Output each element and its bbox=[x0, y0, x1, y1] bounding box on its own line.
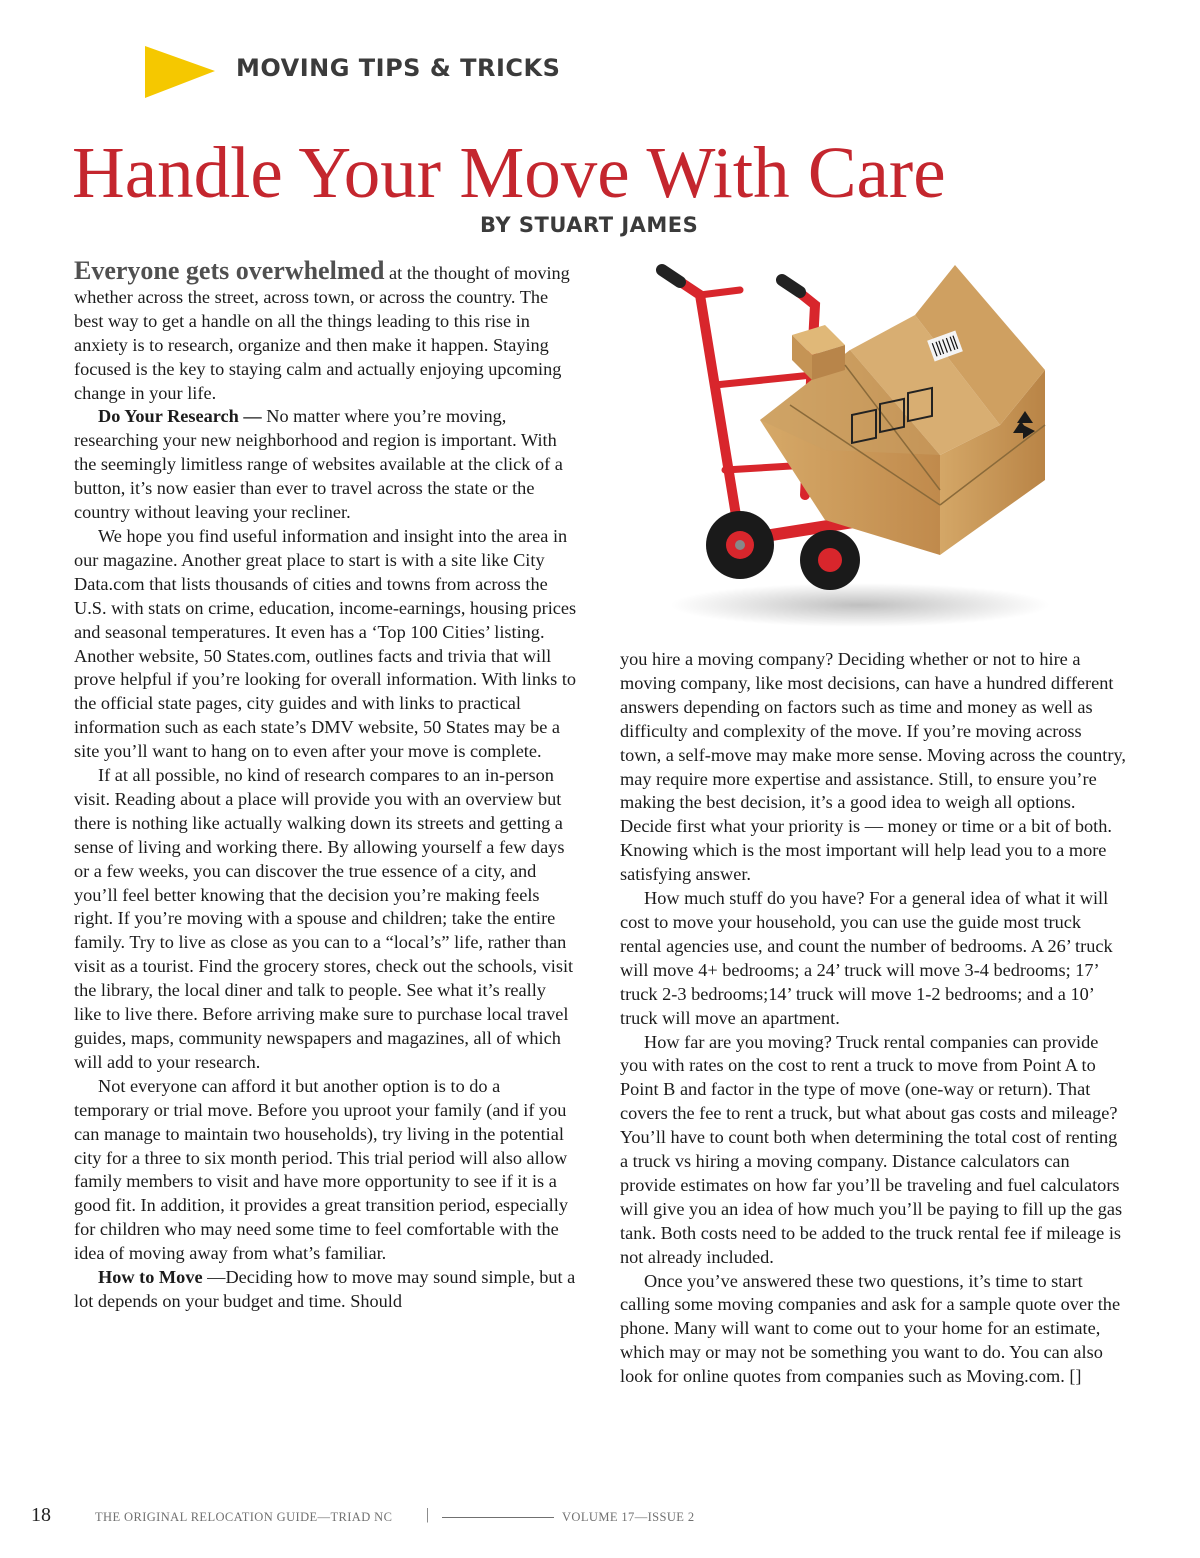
paragraph-trial-move: Not everyone can afford it but another option is to do a temporary or trial move. Before you uproot your family (and if you can manage to maintain two households), try living in the potential city for a three to six month period. This trial period will also allow family members to visit and have more opportunity to see if it is a good fit. In addition, it provides a great transition period, especially for children who may need some time to feel comfortable with the idea of moving away from what’s familiar. bbox=[74, 1075, 568, 1264]
paragraph-quotes: Once you’ve answered these two questions, it’s time to start calling some moving companies and ask for a sample quote over the phone. Many will want to come out to your home for an estimate, which may or may not be something you want to do. You can also look for online quotes from companies such as Moving.com. [] bbox=[620, 1270, 1121, 1387]
footer-rule bbox=[442, 1517, 554, 1518]
article-title: Handle Your Move With Care bbox=[72, 132, 946, 213]
triangle-marker-icon bbox=[145, 44, 217, 100]
issue-info: VOLUME 17—ISSUE 2 bbox=[562, 1510, 695, 1524]
subhead-how-to-move: How to Move bbox=[98, 1267, 203, 1288]
paragraph-stuff: How much stuff do you have? For a general idea of what it will cost to move your household, you can use the guide most truck rental agencies use, and count the number of bedrooms. A 26’ truck will move 4+ bedrooms; a 24’ truck will move 3-4 bedrooms; 17’ truck 2-3 bedrooms;14’ truck will move 1-2 bedrooms; and a 10’ truck will move an apartment. bbox=[620, 888, 1113, 1028]
paragraph-moving-company: you hire a moving company? Deciding whether or not to hire a moving company, like most decisions, can have a hundred different answers depending on factors such as time and money as well as difficulty and complexity of the move. If you’re moving across town, a self-move may make more sense. Moving across the country, may require more expertise and assistance. Still, to ensure you’re making the best decision, it’s a good idea to weigh all options. Decide first what your priority is — money or time or a bit of both. Knowing which is the most important will help lead you to a more satisfying answer. bbox=[620, 649, 1126, 885]
how-to-move-text: —Deciding how to move may sound simple, but a lot depends on your budget and time. Should bbox=[74, 1267, 576, 1311]
page-number: 18 bbox=[31, 1504, 51, 1526]
left-column bbox=[74, 258, 577, 1314]
moving-cart-illustration bbox=[640, 255, 1110, 635]
subhead-research: Do Your Research — bbox=[98, 406, 262, 427]
paragraph-websites: We hope you find useful information and insight into the area in our magazine. Another great place to start is with a site like City Data.com that lists thousands of cities and towns from across the U.S. with stats on crime, education, income-earnings, housing prices and seasonal temperatures. It even has a ‘Top 100 Cities’ listing. Another website, 50 States.com, outlines facts and trivia that will prove helpful if you’re looking for overall information. With links to the official state pages, city guides and with links to practical information such as each state’s DMV website, 50 States may be a site you’ll want to hang on to even after your move is complete. bbox=[74, 525, 577, 762]
paragraph-how-to-move bbox=[74, 1266, 577, 1314]
paragraph-intro bbox=[74, 258, 577, 405]
paragraph-distance: How far are you moving? Truck rental companies can provide you with rates on the cost to rent a truck to move from Point A to Point B and factor in the type of move (one-way or return). That covers the fee to rent a truck, but what about gas costs and mileage? You’ll have to count both when determining the total cost of renting a truck vs hiring a moving company. Distance calculators can provide estimates on how far you’ll be traveling and fuel calculators will give you an idea of how much you’ll be paying to fill up the gas tank. Both costs need to be added to the truck rental fee if mileage is not already included. bbox=[620, 1031, 1123, 1267]
lead-in: Everyone gets overwhelmed bbox=[74, 256, 385, 285]
section-label: MOVING TIPS & TRICKS bbox=[236, 54, 561, 82]
right-column bbox=[620, 648, 1126, 1389]
paragraph-research bbox=[74, 405, 577, 525]
page-footer bbox=[0, 1506, 1200, 1536]
paragraph-visit: If at all possible, no kind of research compares to an in-person visit. Reading about a place will provide you with an overview but there is nothing like actually walking down its streets and getting a sense of living and working there. By allowing yourself a few days or a few weeks, you can discover the true essence of a city, and you’ll feel better knowing that the decision you’re making feels right. If you’re moving with a spouse and children; take the entire family. Try to live as close as you can to a “local’s” life, rather than visit as a tourist. Find the grocery stores, check out the schools, visit the library, the local diner and talk to people. See what it’s really like to live there. Before arriving make sure to purchase local travel guides, maps, community newspapers and magazines, all of which will add to your research. bbox=[74, 765, 574, 1072]
byline: BY STUART JAMES bbox=[480, 213, 699, 237]
section-tag bbox=[145, 44, 745, 100]
intro-text: at the thought of moving whether across the street, across town, or across the country. The best way to get a handle on all the things leading to this rise in anxiety is to research, organize and then make it happen. Staying focused is the key to staying calm and actually enjoying upcoming change in your life. bbox=[74, 263, 570, 403]
footer-separator: | bbox=[426, 1506, 430, 1523]
research-text: No matter where you’re moving, researching your new neighborhood and region is important. With the seemingly limitless range of websites available at the click of a button, it’s now easier than ever to travel across the state or the country without leaving your recliner. bbox=[74, 406, 563, 523]
publication-name: THE ORIGINAL RELOCATION GUIDE—TRIAD NC bbox=[95, 1510, 393, 1524]
